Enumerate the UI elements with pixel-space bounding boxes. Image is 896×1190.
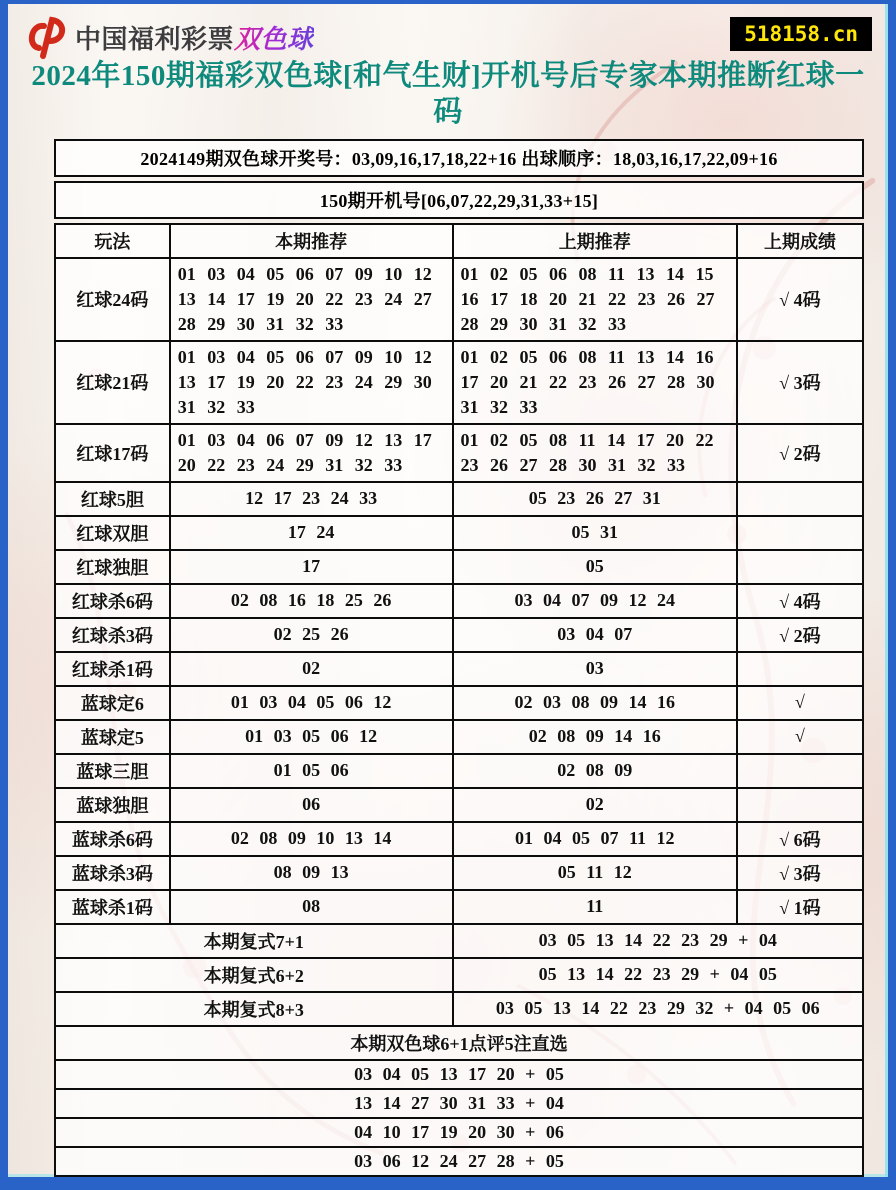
review-value: 03 04 05 13 17 20 + 05: [55, 1060, 863, 1089]
current-recommend: 01 03 04 05 06 07 09 10 12 13 14 17 19 20 22 23 24 27 28 29 30 31 32 33: [170, 258, 453, 341]
previous-score: √: [737, 720, 863, 754]
table-row: [55, 482, 863, 516]
previous-recommend: 02 08 09: [453, 754, 737, 788]
review-row: [55, 1060, 863, 1089]
table-row: [55, 822, 863, 856]
review-value: 04 10 17 19 20 30 + 06: [55, 1118, 863, 1147]
current-recommend: 12 17 23 24 33: [170, 482, 453, 516]
page-header: [8, 4, 888, 56]
play-type-label: 红球杀3码: [55, 618, 170, 652]
current-recommend: 17: [170, 550, 453, 584]
review-rows-body: [55, 1060, 863, 1190]
previous-recommend: 03 04 07: [453, 618, 737, 652]
site-watermark-badge: 518158.cn: [730, 17, 872, 51]
previous-score: √ 4码: [737, 258, 863, 341]
review-value: 06 09 10 23 30 32 + 12: [55, 1176, 863, 1190]
fushi-row: [55, 992, 863, 1026]
previous-score: √: [737, 686, 863, 720]
current-recommend: 02 08 09 10 13 14: [170, 822, 453, 856]
fushi-table-body: [55, 924, 863, 1026]
review-title: 本期双色球6+1点评5注直选: [55, 1026, 863, 1060]
current-recommend: 08: [170, 890, 453, 924]
previous-recommend: 02: [453, 788, 737, 822]
previous-score: √ 2码: [737, 424, 863, 482]
previous-score: √ 1码: [737, 890, 863, 924]
fushi-row: [55, 958, 863, 992]
fushi-value: 03 05 13 14 22 23 29 + 04: [453, 924, 863, 958]
play-type-label: 红球杀1码: [55, 652, 170, 686]
current-recommend: 01 05 06: [170, 754, 453, 788]
table-row: [55, 258, 863, 341]
review-title-row: [55, 1026, 863, 1060]
previous-recommend: 03: [453, 652, 737, 686]
previous-score: [737, 652, 863, 686]
previous-score: √ 6码: [737, 822, 863, 856]
fushi-label: 本期复式6+2: [55, 958, 453, 992]
table-row: [55, 890, 863, 924]
review-row: [55, 1176, 863, 1190]
previous-score: √ 4码: [737, 584, 863, 618]
table-row: [55, 516, 863, 550]
previous-recommend: 02 08 09 14 16: [453, 720, 737, 754]
play-type-label: 红球双胆: [55, 516, 170, 550]
table-row: [55, 618, 863, 652]
table-row: [55, 720, 863, 754]
col-header-score: 上期成绩: [737, 224, 863, 258]
current-recommend: 08 09 13: [170, 856, 453, 890]
table-row: [55, 754, 863, 788]
current-recommend: 02 25 26: [170, 618, 453, 652]
current-recommend: 01 03 04 06 07 09 12 13 17 20 22 23 24 29 31 32 33: [170, 424, 453, 482]
previous-recommend: 05 31: [453, 516, 737, 550]
play-type-label: 红球独胆: [55, 550, 170, 584]
previous-recommend: 03 04 07 09 12 24: [453, 584, 737, 618]
previous-score: [737, 788, 863, 822]
previous-recommend: 05 23 26 27 31: [453, 482, 737, 516]
prediction-table-area: [54, 139, 864, 1190]
play-type-label: 红球17码: [55, 424, 170, 482]
table-row: [55, 550, 863, 584]
play-type-label: 蓝球杀6码: [55, 822, 170, 856]
previous-recommend: 01 04 05 07 11 12: [453, 822, 737, 856]
welfare-lottery-logo: [22, 14, 314, 60]
review-row: [55, 1089, 863, 1118]
fushi-value: 03 05 13 14 22 23 29 32 + 04 05 06: [453, 992, 863, 1026]
previous-score: [737, 754, 863, 788]
col-header-previous: 上期推荐: [453, 224, 737, 258]
table-row: [55, 584, 863, 618]
play-type-label: 红球21码: [55, 341, 170, 424]
play-type-label: 蓝球三胆: [55, 754, 170, 788]
logo-text: [75, 19, 314, 56]
prediction-table-body: [55, 258, 863, 924]
fushi-value: 05 13 14 22 23 29 + 04 05: [453, 958, 863, 992]
current-recommend: 06: [170, 788, 453, 822]
play-type-label: 红球5胆: [55, 482, 170, 516]
play-type-label: 红球杀6码: [55, 584, 170, 618]
review-row: [55, 1147, 863, 1176]
previous-recommend: 01 02 05 06 08 11 13 14 15 16 17 18 20 21 22 23 26 27 28 29 30 31 32 33: [453, 258, 737, 341]
col-header-playtype: 玩法: [55, 224, 170, 258]
play-type-label: 蓝球独胆: [55, 788, 170, 822]
previous-recommend: 11: [453, 890, 737, 924]
current-recommend: 02 08 16 18 25 26: [170, 584, 453, 618]
kaiji-number: 150期开机号[06,07,22,29,31,33+15]: [54, 181, 864, 219]
previous-score: √ 2码: [737, 618, 863, 652]
table-header-row: [55, 224, 863, 258]
table-row: [55, 788, 863, 822]
prediction-table: [54, 223, 864, 1190]
current-recommend: 01 03 04 05 06 07 09 10 12 13 17 19 20 22 23 24 29 30 31 32 33: [170, 341, 453, 424]
previous-score: [737, 482, 863, 516]
review-value: 13 14 27 30 31 33 + 04: [55, 1089, 863, 1118]
previous-recommend: 01 02 05 06 08 11 13 14 16 17 20 21 22 23 26 27 28 30 31 32 33: [453, 341, 737, 424]
col-header-current: 本期推荐: [170, 224, 453, 258]
fushi-row: [55, 924, 863, 958]
previous-recommend: 05: [453, 550, 737, 584]
previous-score: √ 3码: [737, 856, 863, 890]
table-row: [55, 856, 863, 890]
previous-recommend: 01 02 05 08 11 14 17 20 22 23 26 27 28 30 31 32 33: [453, 424, 737, 482]
table-row: [55, 686, 863, 720]
play-type-label: 蓝球定5: [55, 720, 170, 754]
logo-text-brand: 双色球: [234, 23, 314, 54]
current-recommend: 01 03 04 05 06 12: [170, 686, 453, 720]
current-recommend: 17 24: [170, 516, 453, 550]
play-type-label: 蓝球杀3码: [55, 856, 170, 890]
table-row: [55, 652, 863, 686]
cp-lottery-icon: [22, 14, 68, 60]
current-recommend: 02: [170, 652, 453, 686]
play-type-label: 红球24码: [55, 258, 170, 341]
previous-recommend: 02 03 08 09 14 16: [453, 686, 737, 720]
table-row: [55, 424, 863, 482]
play-type-label: 蓝球定6: [55, 686, 170, 720]
play-type-label: 蓝球杀1码: [55, 890, 170, 924]
previous-score: √ 3码: [737, 341, 863, 424]
previous-score: [737, 516, 863, 550]
previous-score: [737, 550, 863, 584]
page-title: 2024年150期福彩双色球[和气生财]开机号后专家本期推断红球一码: [31, 60, 865, 129]
review-value: 03 06 12 24 27 28 + 05: [55, 1147, 863, 1176]
review-table-body: [55, 1026, 863, 1060]
current-recommend: 01 03 05 06 12: [170, 720, 453, 754]
previous-recommend: 05 11 12: [453, 856, 737, 890]
fushi-label: 本期复式8+3: [55, 992, 453, 1026]
previous-draw-result: 2024149期双色球开奖号：03,09,16,17,18,22+16 出球顺序：18,03,16,17,22,09+16: [54, 139, 864, 177]
review-row: [55, 1118, 863, 1147]
table-row: [55, 341, 863, 424]
fushi-label: 本期复式7+1: [55, 924, 453, 958]
logo-text-cn: 中国福利彩票: [75, 23, 235, 54]
